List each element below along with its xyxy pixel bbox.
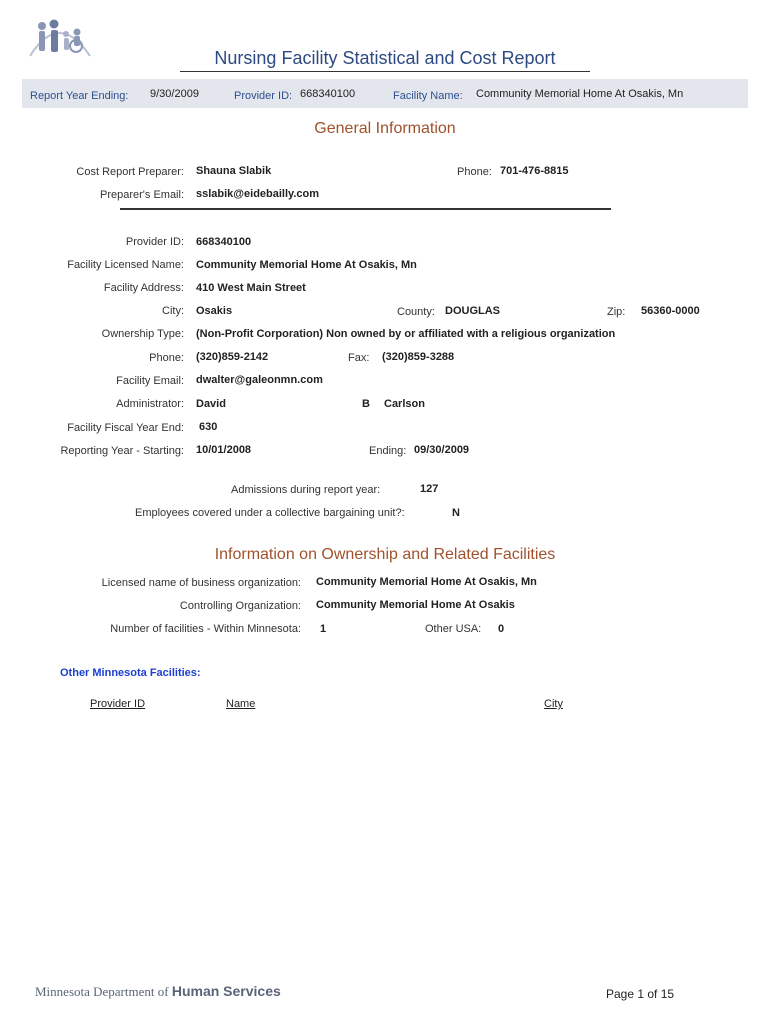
administrator-last-name: Carlson [384,398,425,410]
preparer-email-label: Preparer's Email: [99,189,184,201]
administrator-label: Administrator: [116,398,184,410]
preparer-phone-label: Phone: [457,166,492,178]
divider [120,208,611,210]
logo-icon [24,14,94,60]
county-value: DOUGLAS [445,305,500,317]
reporting-year-start-label: Reporting Year - Starting: [60,445,184,457]
fiscal-year-end-label: Facility Fiscal Year End: [67,422,184,434]
licensed-name-label: Facility Licensed Name: [67,259,184,271]
col-header-city: City [544,698,563,710]
section-general-information: General Information [314,120,456,137]
zip-label: Zip: [607,306,626,318]
ending-value: 09/30/2009 [414,444,470,456]
reporting-year-start-value: 10/01/2008 [196,444,252,456]
ownership-type-value: (Non-Profit Corporation) Non owned by or affiliated with a religious organization [196,328,616,340]
num-facilities-label: Number of facilities - Within Minnesota: [110,623,301,635]
facility-phone-label: Phone: [149,352,184,364]
other-usa-value: 0 [498,623,505,635]
controlling-org-value: Community Memorial Home At Osakis [316,599,515,611]
zip-value: 56360-0000 [641,305,700,317]
page-title: Nursing Facility Statistical and Cost Report [214,48,556,68]
fax-label: Fax: [348,352,370,364]
fax-value: (320)859-3288 [382,351,455,363]
administrator-first-name: David [196,398,226,410]
ending-label: Ending: [369,445,407,457]
administrator-middle-initial: B [362,398,370,410]
preparer-label: Cost Report Preparer: [76,166,184,178]
header-facility-name-value: Community Memorial Home At Osakis, Mn [476,88,684,100]
business-org-label: Licensed name of business organization: [101,577,301,589]
provider-id-label: Provider ID: [125,236,184,248]
facility-email-value: dwalter@galeonmn.com [196,374,323,386]
city-value: Osakis [196,305,233,317]
other-mn-facilities-label: Other Minnesota Facilities: [60,667,201,679]
bargaining-label: Employees covered under a collective bargaining unit?: [135,507,405,519]
licensed-name-value: Community Memorial Home At Osakis, Mn [196,259,417,271]
dhs-family-logo [24,14,94,60]
facility-phone-value: (320)859-2142 [196,351,269,363]
address-label: Facility Address: [103,282,184,294]
admissions-value: 127 [420,483,439,495]
city-label: City: [162,305,184,317]
controlling-org-label: Controlling Organization: [179,600,301,612]
facility-email-label: Facility Email: [116,375,184,387]
title-underline [180,71,590,72]
col-header-provider-id: Provider ID [90,698,146,710]
header-facility-name-label: Facility Name: [393,90,463,102]
header-provider-id-value: 668340100 [300,88,356,100]
fiscal-year-end-value: 630 [199,421,218,433]
preparer-value: Shauna Slabik [196,165,272,177]
header-provider-id-label: Provider ID: [234,90,293,102]
ownership-type-label: Ownership Type: [101,328,184,340]
num-facilities-value: 1 [320,623,327,635]
report-year-label: Report Year Ending: [30,90,129,102]
dept-prefix: Minnesota Department of [35,984,172,999]
preparer-email-value: sslabik@eidebailly.com [196,188,320,200]
report-year-value: 9/30/2009 [150,88,199,100]
section-ownership: Information on Ownership and Related Facilities [214,546,556,563]
dept-bold: Human Services [171,983,281,999]
col-header-name: Name [226,698,256,710]
bargaining-value: N [452,507,460,519]
page-number: Page 1 of 15 [606,987,675,1001]
dept-name [35,983,281,1000]
provider-id-value: 668340100 [196,236,252,248]
address-value: 410 West Main Street [196,282,306,294]
other-usa-label: Other USA: [425,623,482,635]
business-org-value: Community Memorial Home At Osakis, Mn [316,576,537,588]
admissions-label: Admissions during report year: [231,484,381,496]
county-label: County: [397,306,435,318]
preparer-phone-value: 701-476-8815 [500,165,569,177]
